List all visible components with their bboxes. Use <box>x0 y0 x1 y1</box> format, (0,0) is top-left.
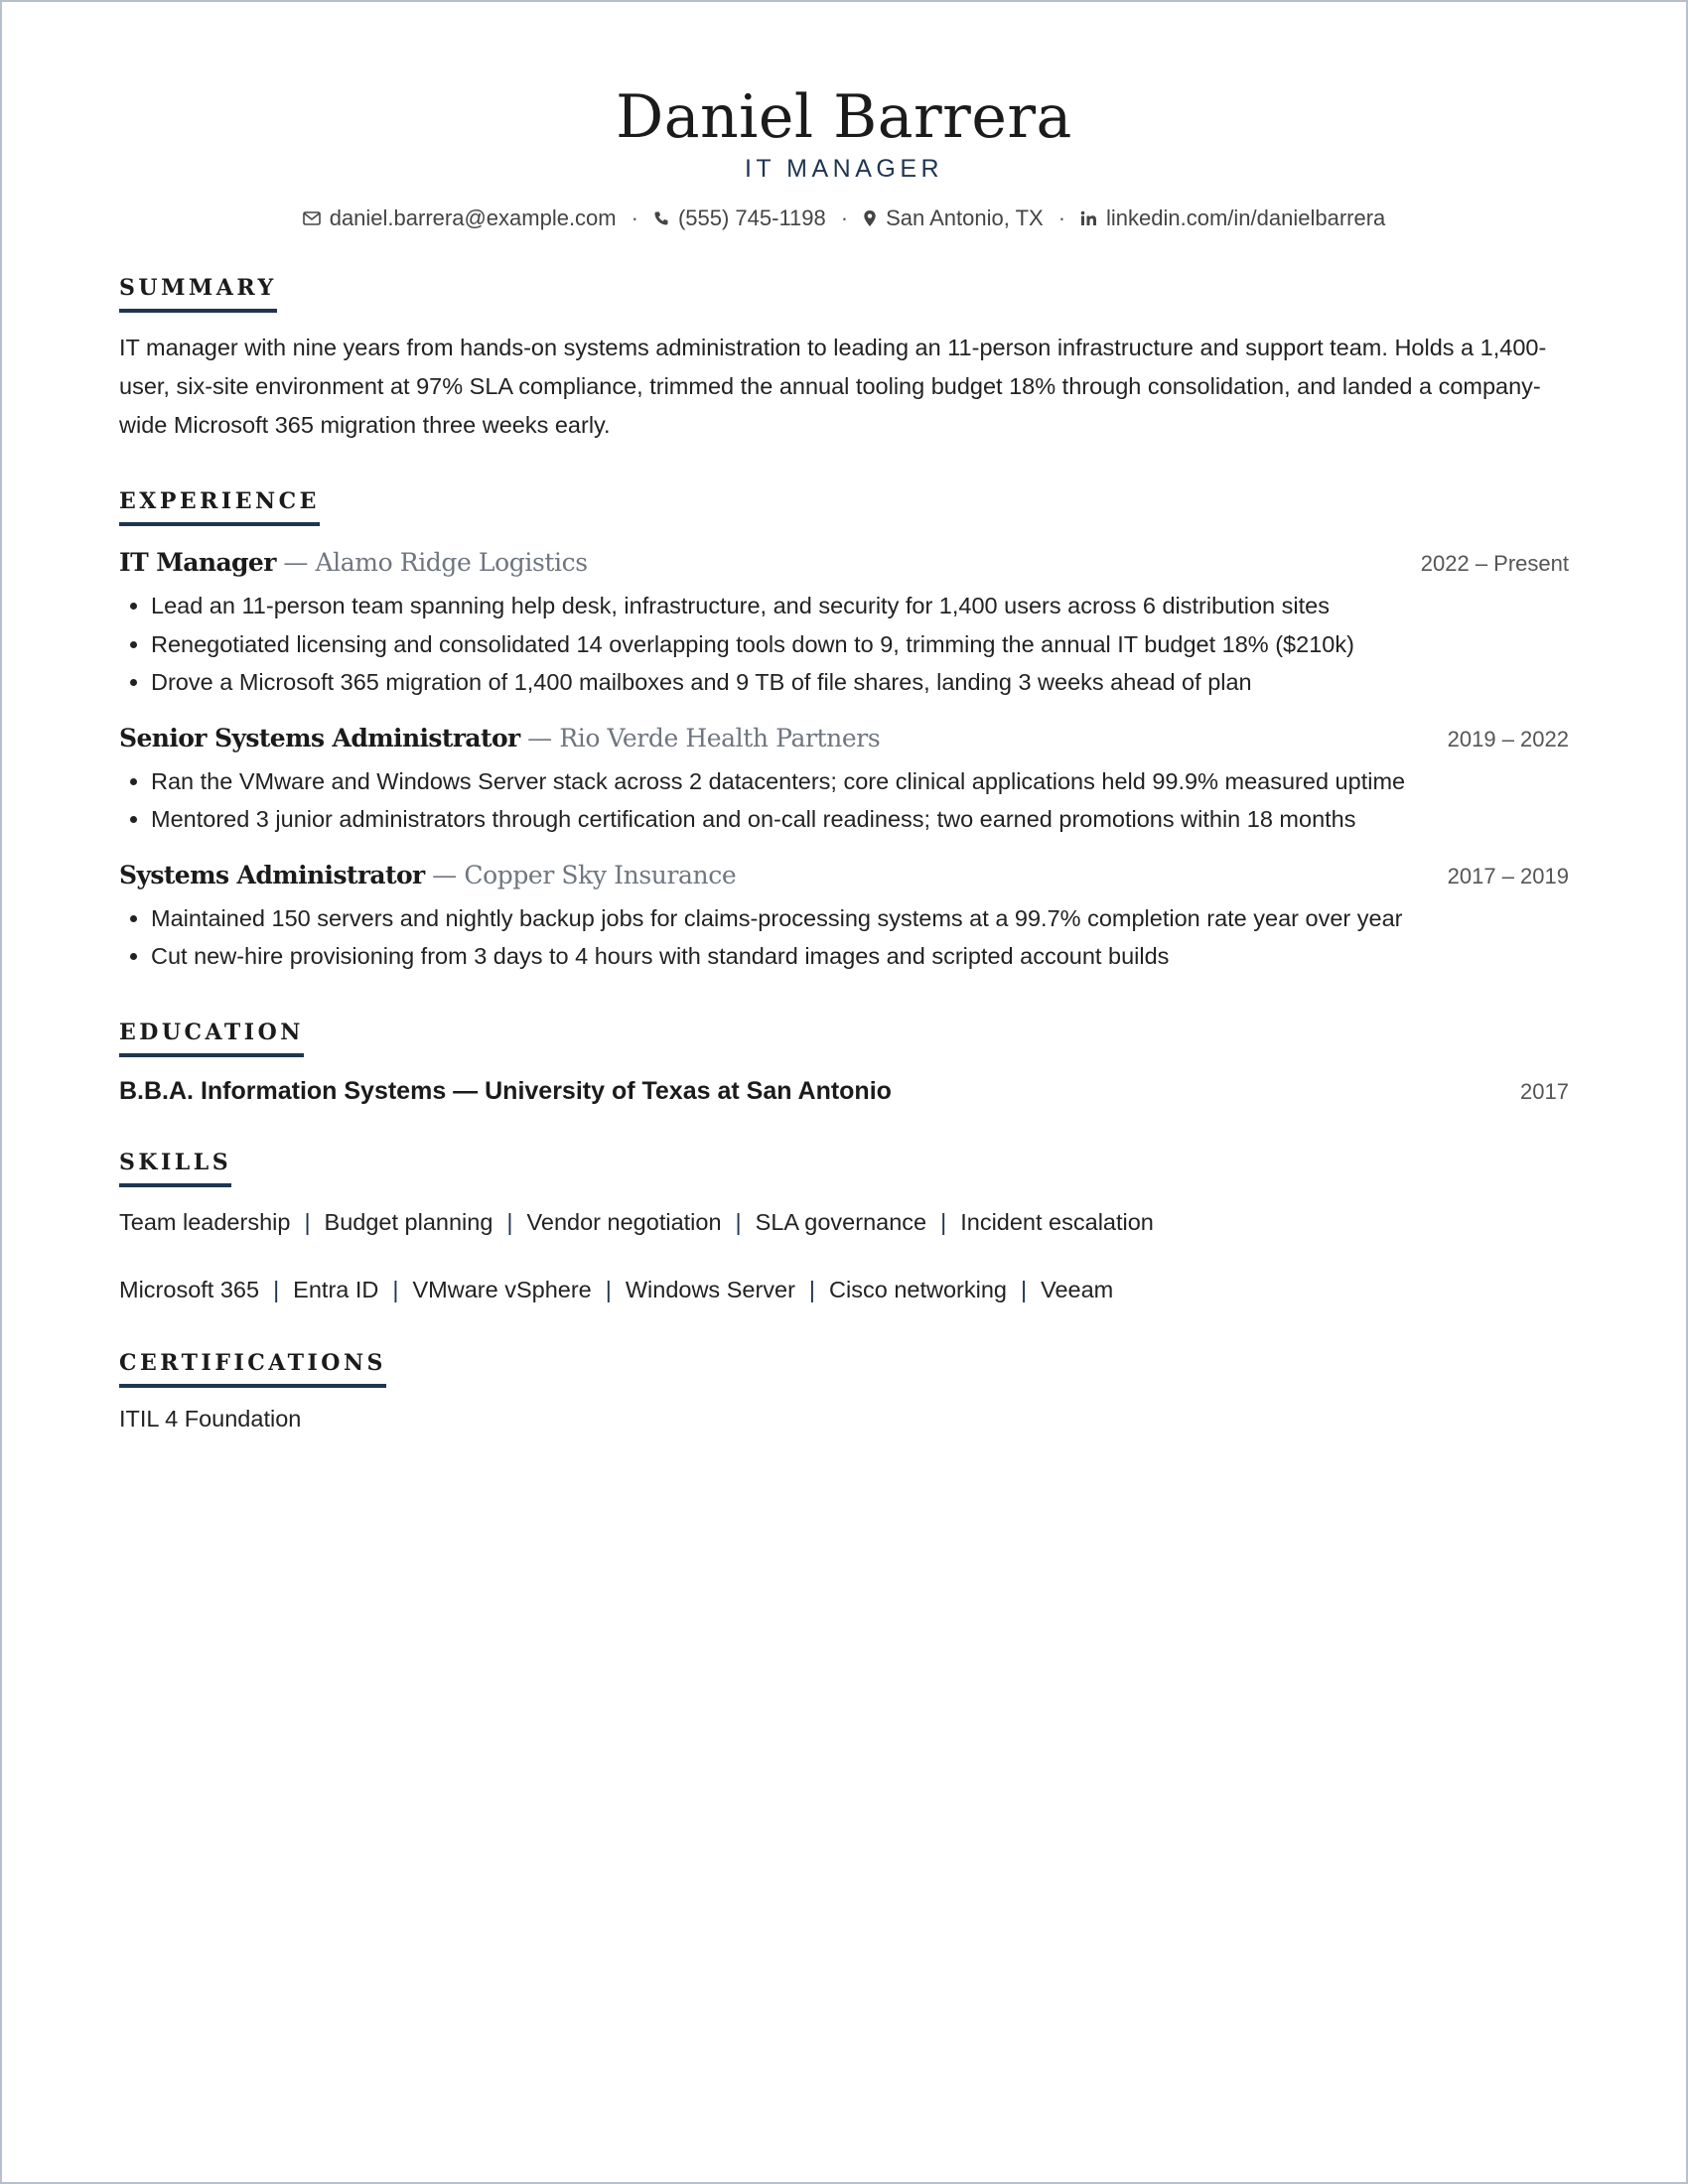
education-entry <box>119 1077 1569 1106</box>
experience-section <box>119 488 1569 976</box>
job-title: Senior Systems Administrator <box>119 723 520 752</box>
job-bullet: • Drove a Microsoft 365 migration of 1,400 mailboxes and 9 TB of file shares, landing 3 weeks ahead of plan <box>151 663 1569 702</box>
skill-item: Microsoft 365 <box>119 1276 260 1302</box>
certifications-section <box>119 1350 1569 1433</box>
location-pin-icon <box>863 209 877 227</box>
skill-separator: | <box>808 1276 816 1302</box>
job-bullets <box>119 762 1569 839</box>
job-company: — Copper Sky Insurance <box>424 860 737 889</box>
education-degree: B.B.A. Information Systems — University of Texas at San Antonio <box>119 1076 892 1105</box>
skill-item: Veeam <box>1041 1276 1114 1302</box>
job-dates: 2019 – 2022 <box>1447 726 1569 751</box>
skill-item: Cisco networking <box>829 1276 1007 1302</box>
candidate-title: IT MANAGER <box>744 155 944 183</box>
contact-location-text: San Antonio, TX <box>886 205 1044 230</box>
contact-separator: · <box>1057 205 1066 230</box>
job-bullet: • Mentored 3 junior administrators through certification and on-call readiness; two earned promotions within 18 months <box>151 800 1569 839</box>
contact-phone-text: (555) 745-1198 <box>677 205 826 230</box>
skill-separator: | <box>506 1208 513 1235</box>
job-role <box>119 724 880 752</box>
skill-item: VMware vSphere <box>412 1276 592 1302</box>
skills-line <box>119 1273 1569 1306</box>
contact-separator: · <box>631 205 638 230</box>
mail-icon <box>303 211 321 225</box>
job-header <box>119 861 1569 889</box>
section-heading: SUMMARY <box>119 275 277 313</box>
job-dates: 2017 – 2019 <box>1447 863 1569 888</box>
contact-linkedin-text: linkedin.com/in/danielbarrera <box>1106 205 1386 230</box>
skill-separator: | <box>940 1208 947 1235</box>
job-bullets <box>119 587 1569 702</box>
education-year: 2017 <box>1520 1078 1569 1104</box>
skill-item: Windows Server <box>625 1276 795 1302</box>
skill-item: Entra ID <box>293 1276 379 1302</box>
job-role <box>119 548 588 577</box>
skill-item: Team leadership <box>119 1208 291 1235</box>
job-company: — Alamo Ridge Logistics <box>275 548 588 577</box>
certification-item: ITIL 4 Foundation <box>119 1405 302 1432</box>
job-bullets <box>119 899 1569 976</box>
summary-text: IT manager with nine years from hands-on systems administration to leading an 11-person infrastructure and support team. Holds a 1,400-user, six-site environment at 97% SLA compliance, trimmed the annual tooling budget 18% through consolidation, and landed a company-wide Microsoft 365 migration three weeks early. <box>119 335 1547 438</box>
section-heading: EXPERIENCE <box>119 488 320 526</box>
contact-email-text: daniel.barrera@example.com <box>329 205 617 230</box>
contact-bar <box>119 205 1569 231</box>
job-dates: 2022 – Present <box>1420 551 1569 576</box>
skill-separator: | <box>605 1276 612 1302</box>
linkedin-icon <box>1080 210 1097 226</box>
summary-section <box>119 275 1569 445</box>
job-title: IT Manager <box>119 548 276 577</box>
job-role <box>119 861 736 889</box>
contact-phone[interactable] <box>653 205 826 231</box>
skill-separator: | <box>304 1208 311 1235</box>
job-entry <box>119 724 1569 839</box>
skill-separator: | <box>735 1208 742 1235</box>
education-section <box>119 1020 1569 1106</box>
candidate-name: Daniel Barrera <box>616 82 1072 152</box>
phone-icon <box>653 210 669 226</box>
job-bullet: • Renegotiated licensing and consolidated 14 overlapping tools down to 9, trimming the annual IT budget 18% ($210k) <box>151 625 1569 664</box>
section-heading: EDUCATION <box>119 1020 304 1057</box>
job-bullet: • Ran the VMware and Windows Server stack across 2 datacenters; core clinical applications held 99.9% measured uptime <box>151 762 1569 801</box>
skill-separator: | <box>273 1276 280 1302</box>
resume-header <box>119 2 1569 231</box>
skill-separator: | <box>1020 1276 1028 1302</box>
job-header <box>119 724 1569 752</box>
contact-location <box>863 205 1044 231</box>
job-company: — Rio Verde Health Partners <box>519 723 881 752</box>
skill-item: Vendor negotiation <box>526 1208 722 1235</box>
section-heading: SKILLS <box>119 1150 231 1187</box>
job-bullet: • Cut new-hire provisioning from 3 days to 4 hours with standard images and scripted account builds <box>151 937 1569 976</box>
section-heading: CERTIFICATIONS <box>119 1350 386 1388</box>
skill-item: SLA governance <box>755 1208 927 1235</box>
job-bullet: • Maintained 150 servers and nightly backup jobs for claims-processing systems at a 99.7% completion rate year over year <box>151 899 1569 938</box>
skill-separator: | <box>392 1276 399 1302</box>
skills-line <box>119 1205 1569 1239</box>
job-title: Systems Administrator <box>119 860 425 889</box>
contact-separator: · <box>840 205 849 230</box>
job-header <box>119 548 1569 577</box>
job-bullet: • Lead an 11-person team spanning help desk, infrastructure, and security for 1,400 users across 6 distribution sites <box>151 587 1569 625</box>
job-entry <box>119 548 1569 702</box>
skill-item: Budget planning <box>324 1208 493 1235</box>
contact-linkedin[interactable] <box>1080 205 1385 231</box>
contact-email[interactable] <box>303 205 617 231</box>
skills-section <box>119 1150 1569 1306</box>
skill-item: Incident escalation <box>960 1208 1154 1235</box>
job-entry <box>119 861 1569 976</box>
